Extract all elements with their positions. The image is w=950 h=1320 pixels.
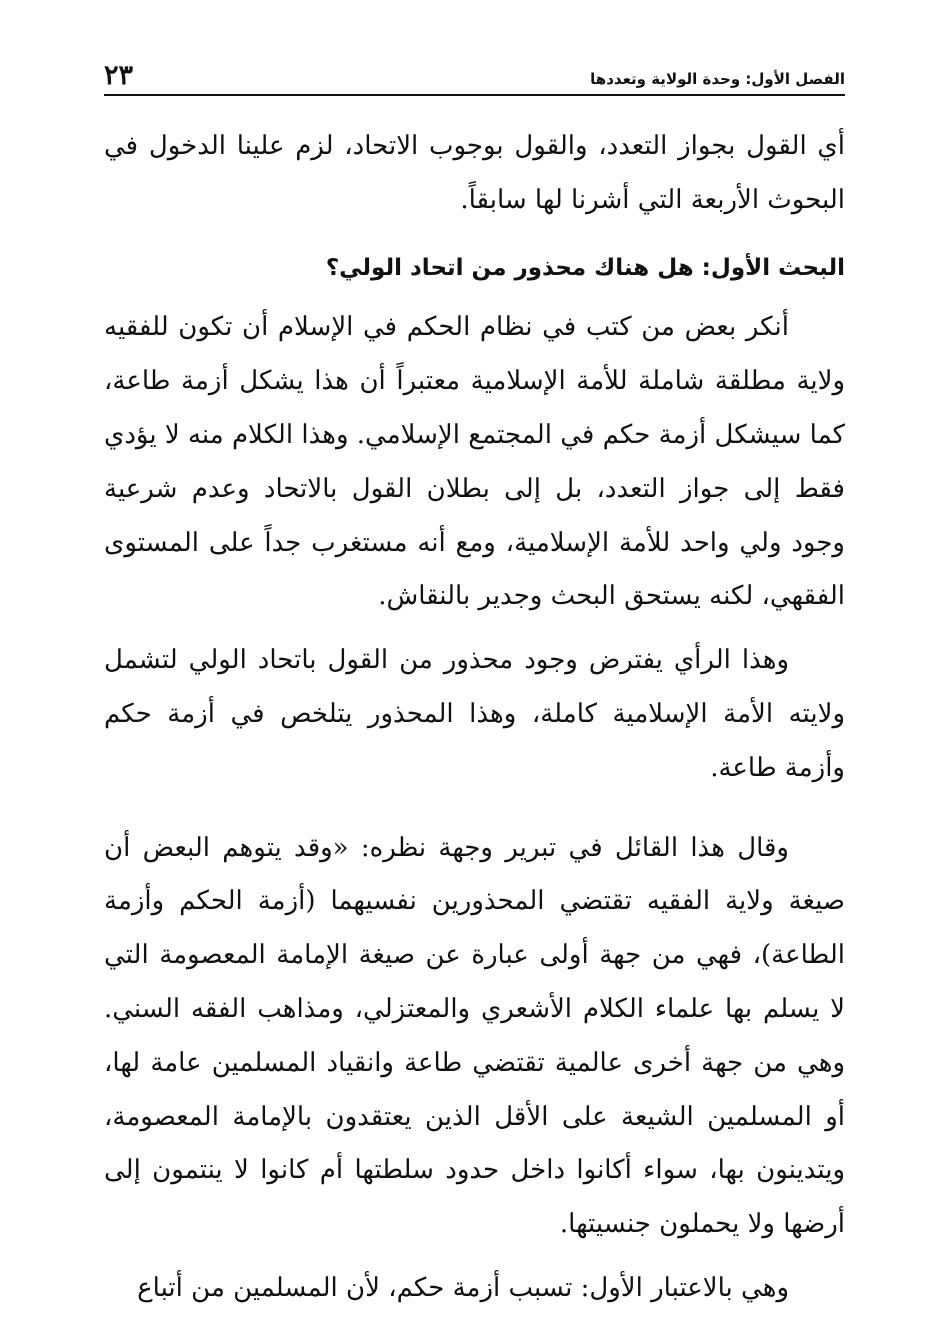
running-title: الفصل الأول: وحدة الولاية وتعددها bbox=[590, 70, 845, 88]
page-number: ٢٣ bbox=[104, 60, 134, 91]
section-heading: البحث الأول: هل هناك محذور من اتحاد الولي؟ bbox=[325, 254, 845, 281]
paragraph-3: وهذا الرأي يفترض وجود محذور من القول باتحاد الولي لتشمل ولايته الأمة الإسلامية كاملة، وهذا المحذور يتلخص في أزمة حكم وأزمة طاعة. bbox=[104, 645, 845, 783]
paragraph-2: أنكر بعض من كتب في نظام الحكم في الإسلام أن تكون للفقيه ولاية مطلقة شاملة للأمة الإسلامية معتبراً أن هذا يشكل أزمة طاعة، كما سيشكل أزمة حكم في المجتمع الإسلامي. وهذا الكلام منه لا يؤدي فقط إلى جواز التعدد، بل إلى بطلان القول بالاتحاد وعدم شرعية وجود ولي واحد للأمة الإسلامية، ومع أنه مستغرب جداً على المستوى الفقهي، لكنه يستحق البحث وجدير بالنقاش. bbox=[104, 312, 845, 612]
paragraph-intro: أي القول بجواز التعدد، والقول بوجوب الاتحاد، لزم علينا الدخول في البحوث الأربعة التي أشرنا لها سابقاً. bbox=[104, 131, 845, 215]
paragraph-4: وقال هذا القائل في تبرير وجهة نظره: «وقد يتوهم البعض أن صيغة ولاية الفقيه تقتضي المحذورين نفسيهما (أزمة الحكم وأزمة الطاعة)، فهي من جهة أولى عبارة عن صيغة الإمامة المعصومة التي لا يسلم بها علماء الكلام الأشعري والمعتزلي، ومذاهب الفقه السني. وهي من جهة أخرى عالمية تقتضي طاعة وانقياد المسلمين عامة لها، أو المسلمين الشيعة على الأقل الذين يعتقدون بالإمامة المعصومة، ويتدينون بها، سواء أكانوا داخل حدود سلطتها أم كانوا لا ينتمون إلى أرضها ولا يحملون جنسيتها. bbox=[104, 832, 845, 1240]
page-header bbox=[104, 58, 845, 96]
page-body bbox=[104, 120, 845, 1316]
paragraph-5: وهي بالاعتبار الأول: تسبب أزمة حكم، لأن المسلمين من أتباع bbox=[137, 1272, 789, 1303]
